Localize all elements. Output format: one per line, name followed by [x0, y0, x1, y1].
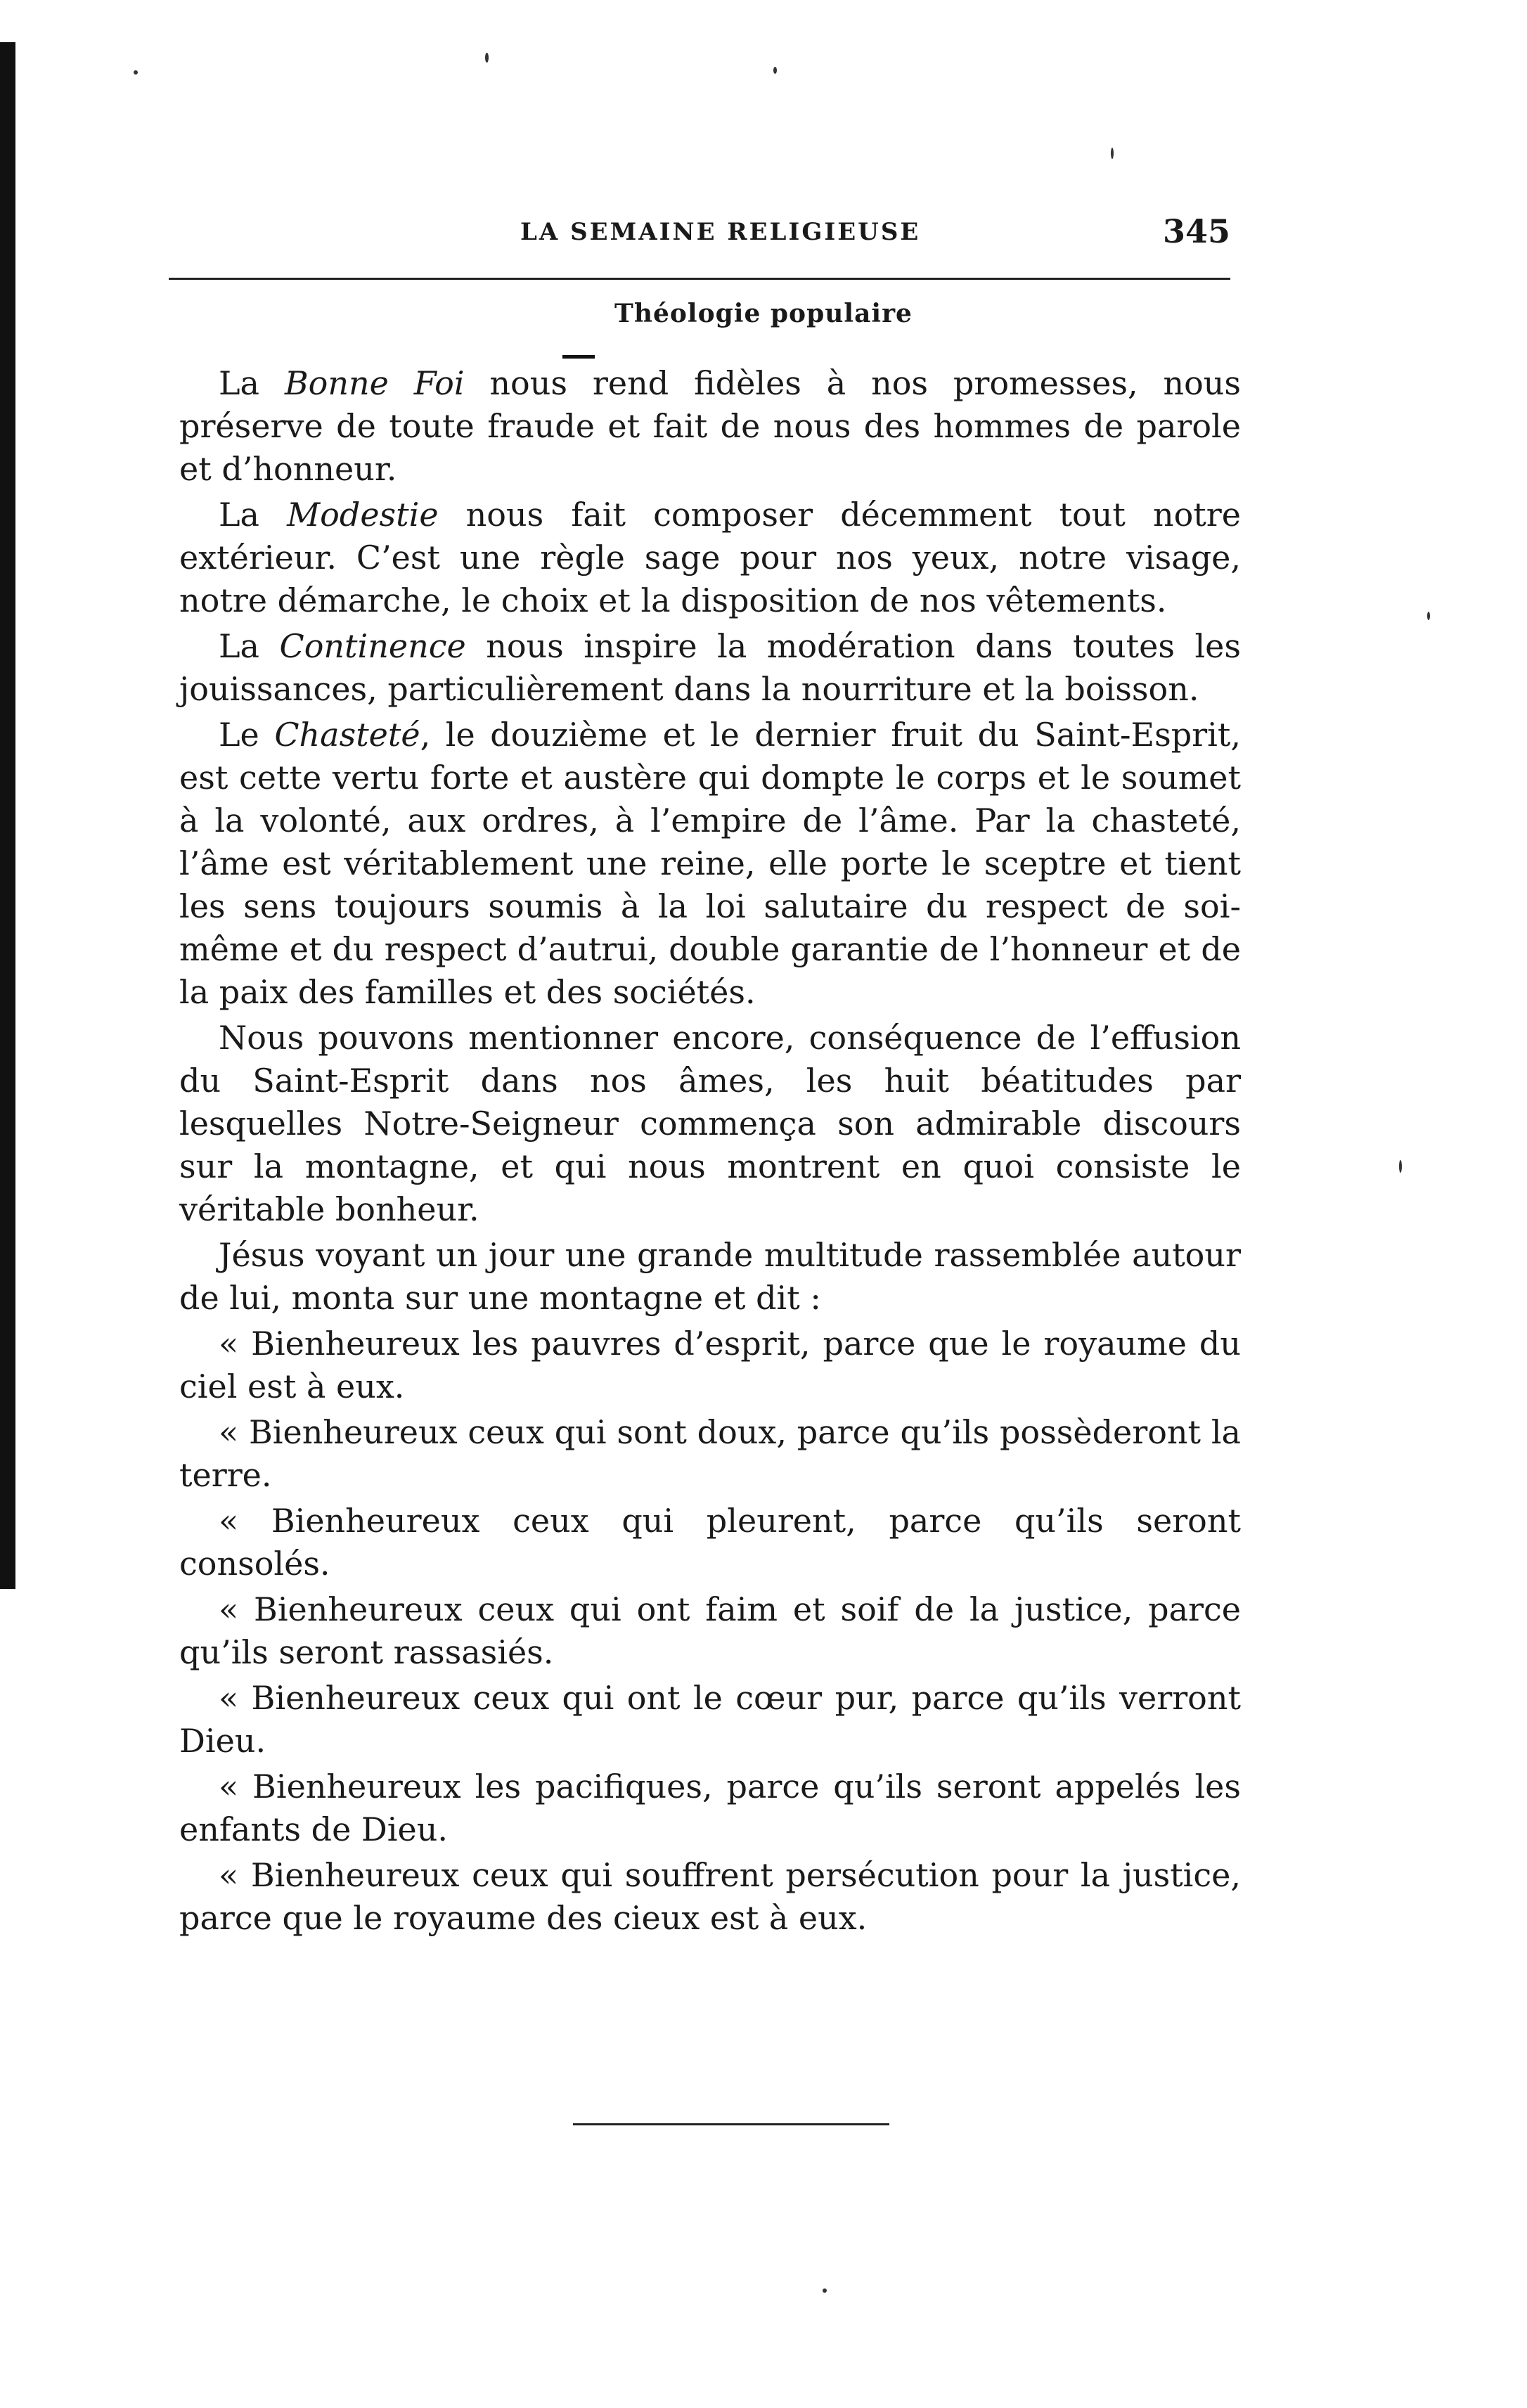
paragraph-jesus: Jésus voyant un jour une grande multitude rassemblée autour de lui, monta sur une montagne et dit : — [179, 1236, 1241, 1317]
scan-speck — [773, 67, 777, 74]
header-rule — [169, 278, 1230, 280]
running-title: LA SEMAINE RELIGIEUSE — [520, 218, 921, 246]
paragraph-modestie: La Modestie nous fait composer décemment tout notre extérieur. C’est une règle sage pour nos yeux, notre visage, notre démarche, le choix et la disposition de nos vêtements. — [179, 496, 1241, 619]
section-title: Théologie populaire — [614, 299, 913, 328]
beatitude-doux: « Bienheureux ceux qui sont doux, parce qu’ils possèderont la terre. — [179, 1413, 1241, 1494]
paragraph-beatitudes-intro: Nous pouvons mentionner encore, conséquence de l’effusion du Saint-Esprit dans nos âmes, les huit béatitudes par lesquelles Notre-Seigneur commença son admirable discours sur la montagne, et qui nous montrent en quoi consiste le véritable bonheur. — [179, 1019, 1241, 1228]
term-chastete: Chasteté — [274, 716, 420, 754]
beatitude-coeur-pur: « Bienheureux ceux qui ont le cœur pur, parce qu’ils verront Dieu. — [179, 1679, 1241, 1760]
term-continence: Continence — [279, 627, 466, 665]
paragraph-bonne-foi: La Bonne Foi nous rend fidèles à nos promesses, nous préserve de toute fraude et fait de nous des hommes de parole et d’honneur. — [179, 364, 1242, 488]
beatitude-pleurent: « Bienheureux ceux qui pleurent, parce qu’ils seront consolés. — [179, 1502, 1241, 1583]
term-modestie: Modestie — [287, 496, 439, 534]
body-text — [179, 362, 1241, 1943]
paragraph-continence: La Continence nous inspire la modération dans toutes les jouissances, particulièrement dans la nourriture et la boisson. — [179, 627, 1241, 708]
page-number: 345 — [1162, 212, 1230, 250]
scan-speck — [1111, 148, 1114, 159]
beatitude-pauvres: « Bienheureux les pauvres d’esprit, parce que le royaume du ciel est à eux. — [179, 1325, 1241, 1405]
page-header — [176, 212, 1230, 260]
scan-speck — [1399, 1160, 1402, 1173]
title-dash — [562, 355, 595, 359]
beatitude-persecution: « Bienheureux ceux qui souffrent persécution pour la justice, parce que le royaume des cieux est à eux. — [179, 1856, 1241, 1937]
scan-speck — [485, 53, 489, 63]
beatitude-pacifiques: « Bienheureux les pacifiques, parce qu’ils seront appelés les enfants de Dieu. — [179, 1768, 1241, 1848]
scan-speck — [1427, 612, 1430, 620]
term-bonne-foi: Bonne Foi — [284, 364, 465, 402]
page-binding-edge — [0, 42, 15, 1589]
scan-speck — [823, 2288, 827, 2293]
beatitude-justice: « Bienheureux ceux qui ont faim et soif de la justice, parce qu’ils seront rassasiés. — [179, 1590, 1241, 1671]
scan-speck — [134, 70, 138, 75]
paragraph-chastete: Le Chasteté, le douzième et le dernier fruit du Saint-Esprit, est cette vertu forte et austère qui dompte le corps et le soumet à la volonté, aux ordres, à l’empire de l’âme. Par la chasteté, l’âme est véritablement une reine, elle porte le sceptre et tient les sens toujours soumis à la loi salutaire du respect de soi-même et du respect d’autrui, double garantie de l’honneur et de la paix des familles et des sociétés. — [179, 716, 1241, 1011]
footer-rule — [573, 2123, 889, 2125]
